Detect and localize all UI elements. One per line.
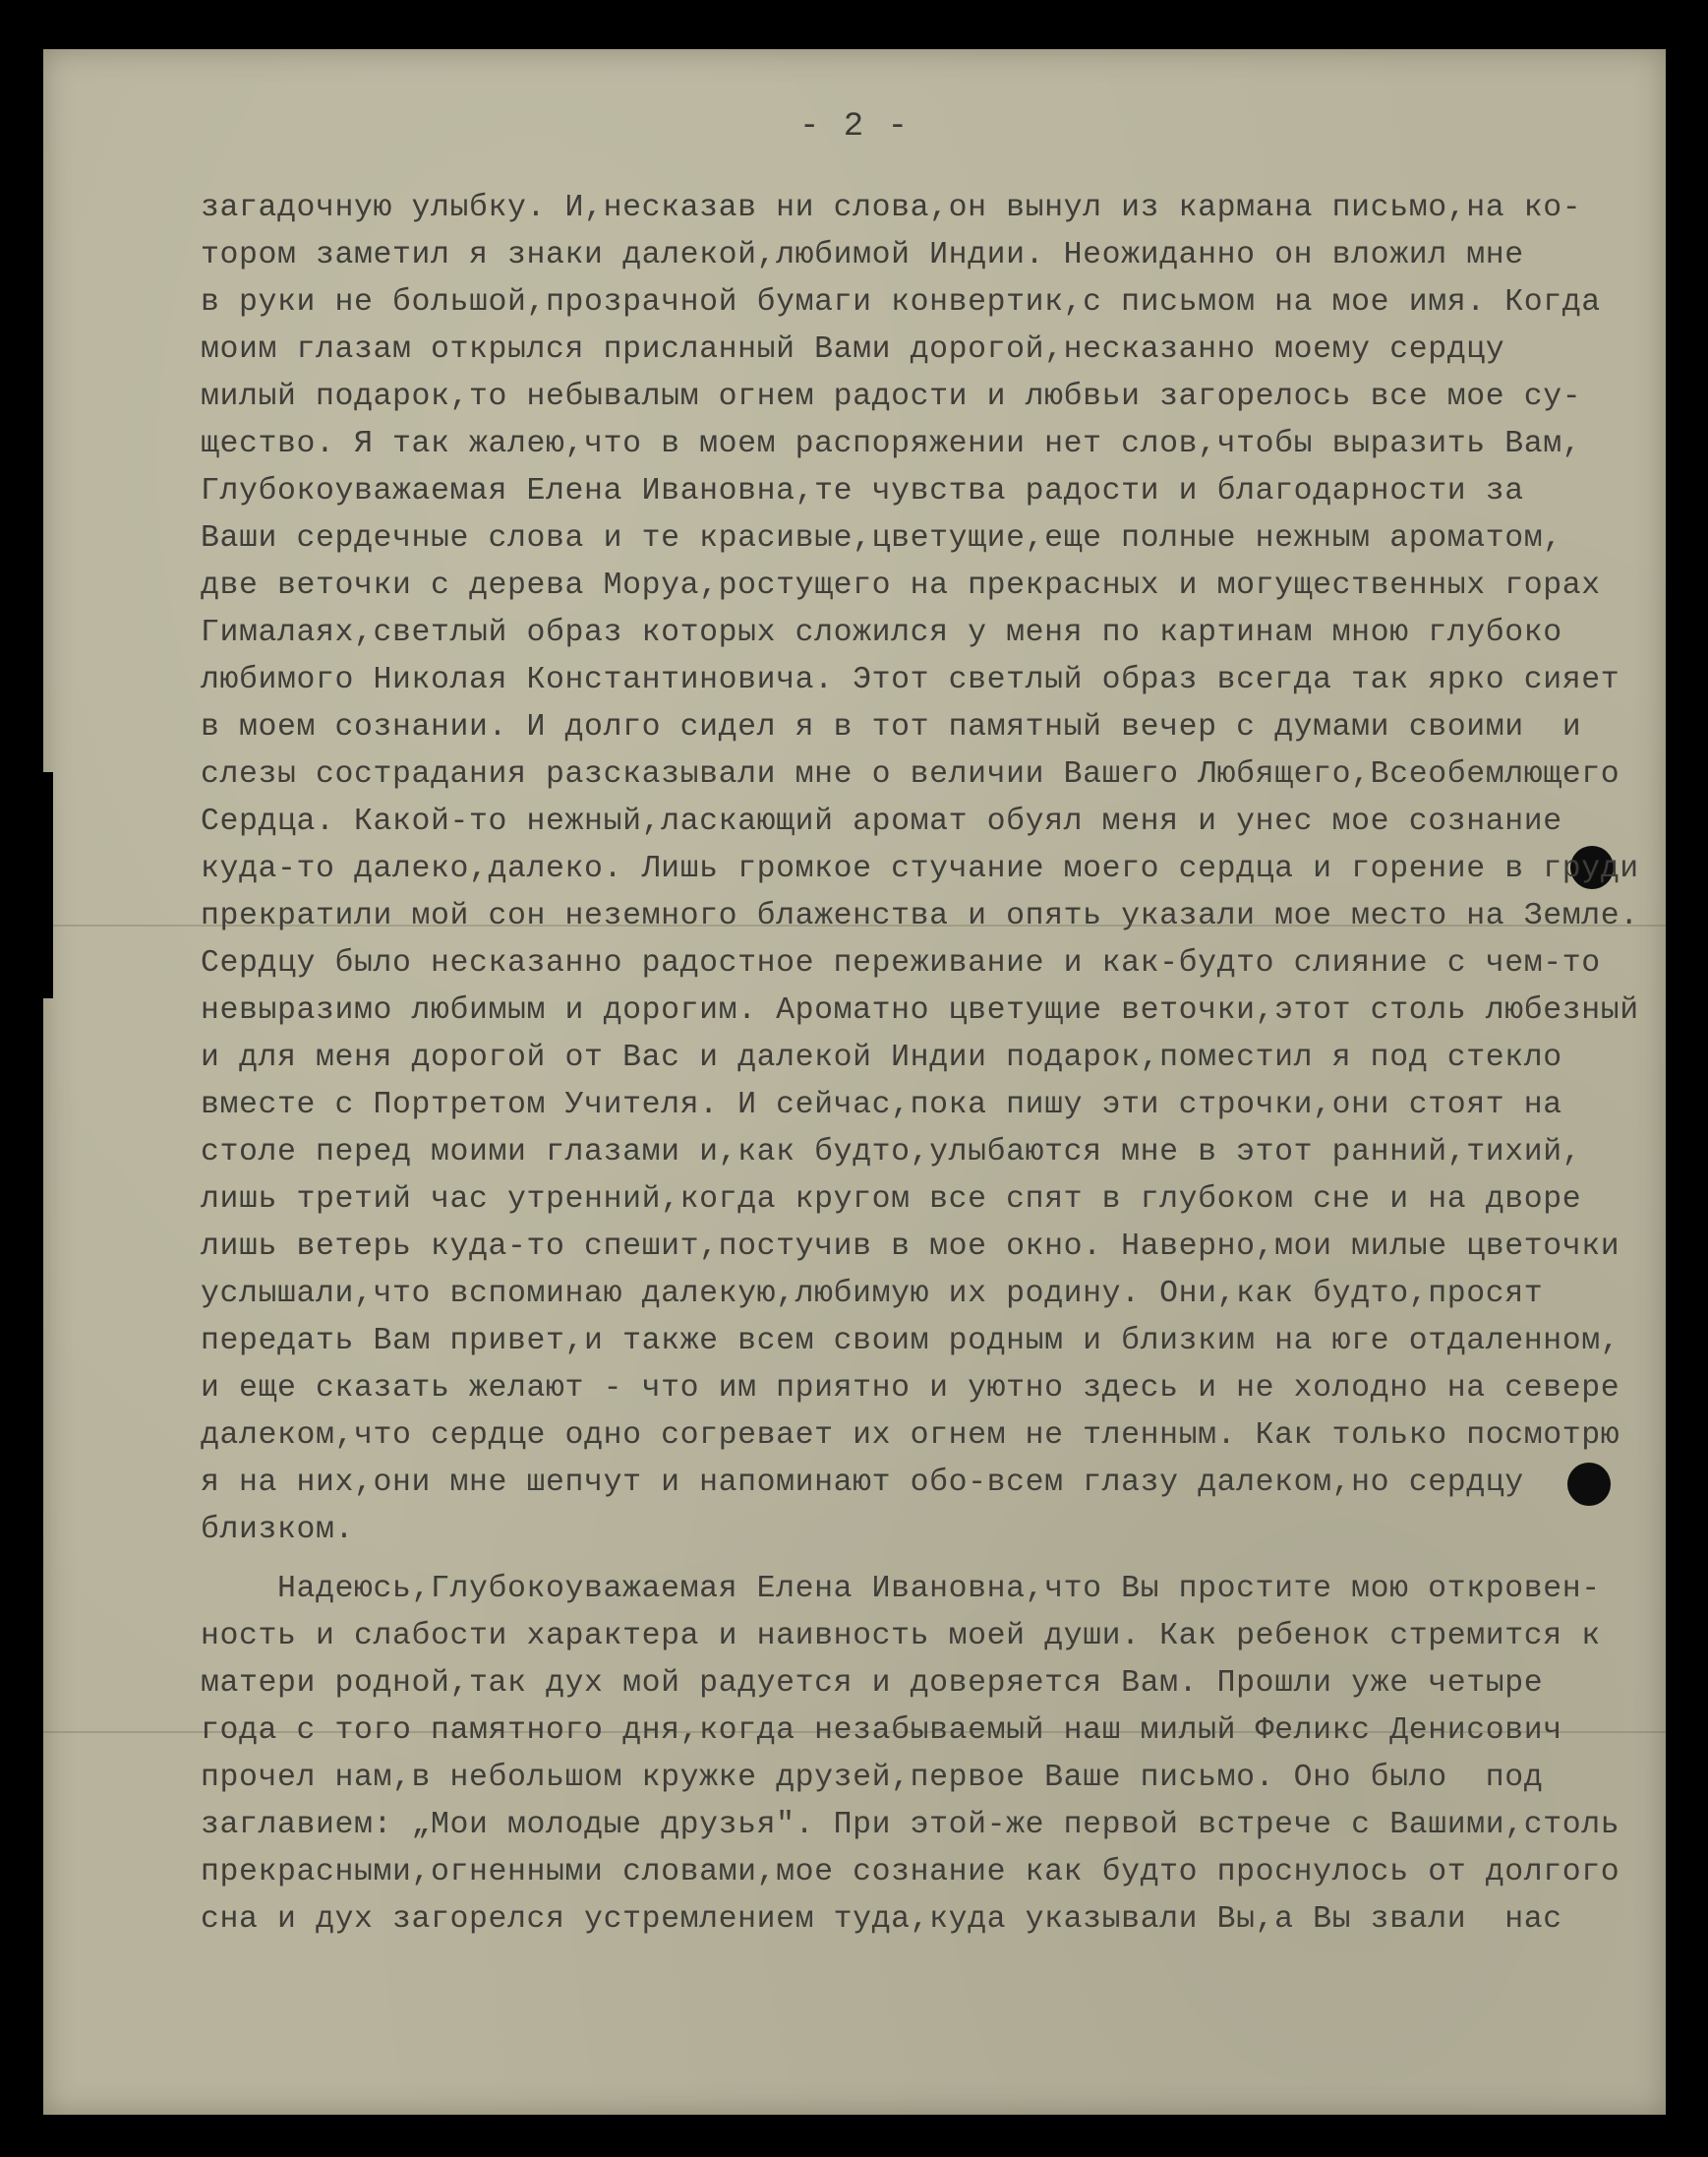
text-line: щество. Я так жалею,что в моем распоряжении нет слов,чтобы выразить Вам,: [201, 427, 1582, 461]
text-line: года с того памятного дня,когда незабываемый наш милый Феликс Денисович: [201, 1713, 1562, 1748]
text-line: и для меня дорогой от Вас и далекой Индии подарок,поместил я под стекло: [201, 1041, 1562, 1075]
text-line: передать Вам привет,и также всем своим родным и близким на юге отдаленном,: [201, 1324, 1620, 1358]
text-line: столе перед моими глазами и,как будто,улыбаются мне в этот ранний,тихий,: [201, 1135, 1582, 1169]
letter-body: [201, 185, 1656, 1944]
text-line: матери родной,так дух мой радуется и доверяется Вам. Прошли уже четыре: [201, 1666, 1544, 1701]
text-line: близком.: [201, 1513, 355, 1547]
text-line: в моем сознании. И долго сидел я в тот памятный вечер с думами своими и: [201, 710, 1582, 745]
text-line: Сердцу было несказанно радостное переживание и как-будто слияние с чем-то: [201, 946, 1601, 981]
document-page: [43, 49, 1666, 2115]
letter-paragraph: [201, 185, 1656, 1554]
text-line: ность и слабости характера и наивность моей души. Как ребенок стремится к: [201, 1619, 1601, 1653]
text-line: моим глазам открылся присланный Вами дорогой,несказанно моему сердцу: [201, 332, 1505, 367]
page-number: - 2 -: [798, 108, 911, 146]
text-line: слезы сострадания разсказывали мне о величии Вашего Любящего,Всеобемлющего: [201, 757, 1620, 792]
text-line: сна и дух загорелся устремлением туда,куда указывали Вы,а Вы звали нас: [201, 1902, 1562, 1937]
text-line: Надеюсь,Глубокоуважаемая Елена Ивановна,что Вы простите мою откровен-: [277, 1572, 1601, 1606]
text-line: тором заметил я знаки далекой,любимой Индии. Неожиданно он вложил мне: [201, 238, 1524, 272]
text-line: далеком,что сердце одно согревает их огнем не тленным. Как только посмотрю: [201, 1418, 1620, 1453]
text-line: я на них,они мне шепчут и напоминают обо-всем глазу далеком,но сердцу: [201, 1466, 1524, 1500]
text-line: две веточки с дерева Моруа,ростущего на прекрасных и могущественных горах: [201, 569, 1601, 603]
text-line: прекратили мой сон неземного блаженства и опять указали мое место на Земле.: [201, 899, 1639, 933]
text-line: Сердца. Какой-то нежный,ласкающий аромат обуял меня и унес мое сознание: [201, 805, 1562, 839]
text-line: Ваши сердечные слова и те красивые,цветущие,еще полные нежным ароматом,: [201, 521, 1562, 556]
text-line: куда-то далеко,далеко. Лишь громкое стучание моего сердца и горение в груди: [201, 852, 1639, 886]
text-line: загадочную улыбку. И,несказав ни слова,он вынул из кармана письмо,на ко-: [201, 191, 1582, 225]
paragraph-gap: [201, 1554, 1656, 1566]
text-line: в руки не большой,прозрачной бумаги конвертик,с письмом на мое имя. Когда: [201, 285, 1601, 320]
text-line: Глубокоуважаемая Елена Ивановна,те чувства радости и благодарности за: [201, 474, 1524, 509]
letter-paragraph: [201, 1566, 1656, 1944]
text-line: вместе с Портретом Учителя. И сейчас,пока пишу эти строчки,они стоят на: [201, 1088, 1562, 1122]
text-line: и еще сказать желают - что им приятно и уютно здесь и не холодно на севере: [201, 1371, 1620, 1406]
text-line: Гималаях,светлый образ которых сложился у меня по картинам мною глубоко: [201, 616, 1562, 650]
text-line: любимого Николая Константиновича. Этот светлый образ всегда так ярко сияет: [201, 663, 1620, 697]
text-line: милый подарок,то небывалым огнем радости и любвьи загорелось все мое су-: [201, 380, 1582, 414]
text-line: лишь ветерь куда-то спешит,постучив в мое окно. Наверно,мои милые цветочки: [201, 1229, 1620, 1264]
text-line: невыразимо любимым и дорогим. Ароматно цветущие веточки,этот столь любезный: [201, 993, 1639, 1028]
text-line: прекрасными,огненными словами,мое сознание как будто проснулось от долгого: [201, 1855, 1620, 1889]
text-line: лишь третий час утренний,когда кругом все спят в глубоком сне и на дворе: [201, 1182, 1582, 1217]
paper-edge-tear: [37, 772, 53, 998]
text-line: прочел нам,в небольшом кружке друзей,первое Ваше письмо. Оно было под: [201, 1761, 1544, 1795]
text-line: заглавием: „Мои молодые друзья". При этой-же первой встрече с Вашими,столь: [201, 1808, 1620, 1842]
text-line: услышали,что вспоминаю далекую,любимую их родину. Они,как будто,просят: [201, 1277, 1544, 1311]
